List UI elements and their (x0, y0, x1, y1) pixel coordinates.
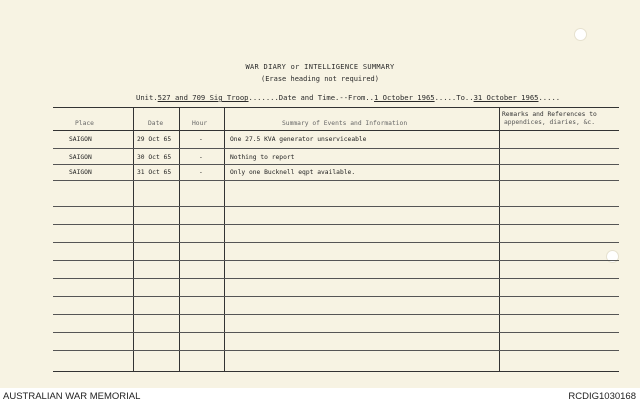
to-label: .....To.. (434, 93, 474, 102)
row-divider (53, 278, 619, 279)
row-place: SAIGON (69, 154, 92, 161)
row-date: 30 Oct 65 (137, 154, 172, 161)
row-date: 29 Oct 65 (137, 136, 172, 143)
row-divider (53, 242, 619, 243)
row-divider (53, 148, 619, 149)
unit-label: Unit. (136, 93, 158, 102)
row-divider (53, 224, 619, 225)
row-place: SAIGON (69, 136, 92, 143)
row-divider (53, 314, 619, 315)
header-place: Place (75, 120, 94, 127)
diary-table (53, 107, 619, 372)
footer-source: AUSTRALIAN WAR MEMORIAL (3, 391, 141, 402)
row-hour: - (199, 169, 203, 176)
unit-value: 527 and 709 Sig Troop (157, 93, 249, 102)
row-divider (53, 350, 619, 351)
row-summary: Only one Bucknell eqpt available. (230, 169, 356, 176)
date-time-label: .......Date and Time.--From.. (248, 93, 375, 102)
unit-line (136, 93, 560, 102)
header-summary: Summary of Events and Information (282, 120, 408, 127)
row-divider (53, 296, 619, 297)
row-divider (53, 164, 619, 165)
row-hour: - (199, 136, 203, 143)
row-place: SAIGON (69, 169, 92, 176)
row-summary: One 27.5 KVA generator unserviceable (230, 136, 367, 143)
row-summary: Nothing to report (230, 154, 295, 161)
row-divider (53, 206, 619, 207)
from-date: 1 October 1965 (374, 93, 435, 102)
punch-hole (574, 28, 587, 41)
header-remarks-line2: appendices, diaries, &c. (504, 119, 595, 126)
footer-reference: RCDIG1030168 (568, 391, 636, 402)
row-divider (53, 130, 619, 131)
header-hour: Hour (192, 120, 208, 127)
diary-subtitle: (Erase heading not required) (260, 75, 379, 83)
diary-title: WAR DIARY or INTELLIGENCE SUMMARY (245, 63, 395, 71)
row-divider (53, 332, 619, 333)
trailing-dots: ..... (538, 93, 561, 102)
header-remarks: Remarks and References to (502, 111, 597, 118)
header-date: Date (148, 120, 164, 127)
row-date: 31 Oct 65 (137, 169, 172, 176)
to-date: 31 October 1965 (473, 93, 539, 102)
row-divider (53, 180, 619, 181)
row-divider (53, 260, 619, 261)
row-hour: - (199, 154, 203, 161)
